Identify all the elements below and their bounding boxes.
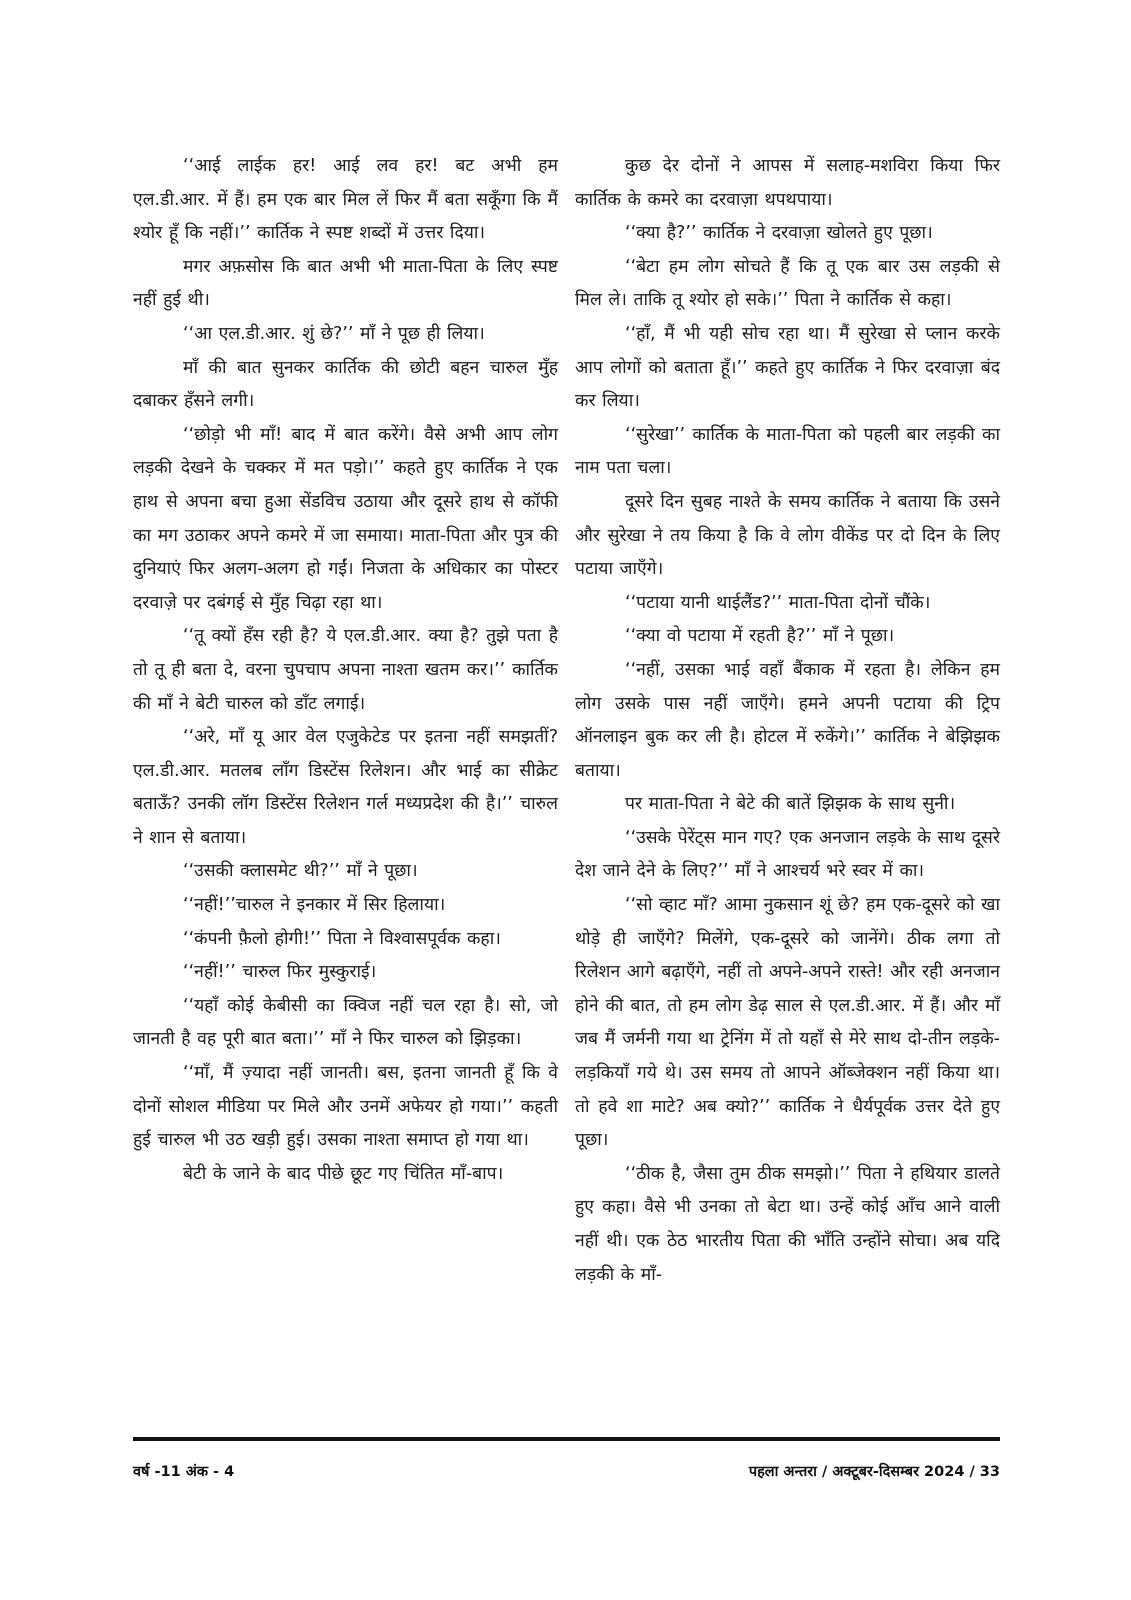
- paragraph: दूसरे दिन सुबह नाश्ते के समय कार्तिक ने बताया कि उसने और सुरेखा ने तय किया है कि वे लोग वीकेंड पर दो दिन के लिए पटाया जाएँगे।: [575, 491, 1000, 580]
- paragraph: ‘‘सो व्हाट माँ? आमा नुकसान शूं छे? हम एक-दूसरे को खा थोड़े ही जाएँगे? मिलेंगे, एक-दूसरे को जानेंगे। ठीक लगा तो रिलेशन आगे बढ़ाएँगे, नहीं तो अपने-अपने रास्ते! और रही अनजान होने की बात, तो हम लोग डेढ़ साल से एल.डी.आर. में हैं। और माँ जब मैं जर्मनी गया था ट्रेनिंग में तो यहाँ से मेरे साथ दो-तीन लड़के-लड़कियाँ गये थे। उस समय तो आपने ऑब्जेक्शन नहीं किया था। तो हवे शा माटे? अब क्यो?’’ कार्तिक ने धैर्यपूर्वक उत्तर देते हुए पूछा।: [575, 895, 1001, 1151]
- paragraph: पर माता-पिता ने बेटे की बातें झिझक के साथ सुनी।: [625, 794, 956, 815]
- left-column: [133, 150, 558, 1191]
- paragraph: ‘‘माँ, मैं ज़्यादा नहीं जानती। बस, इतना जानती हूँ कि वे दोनों सोशल मीडिया पर मिले और उनमें अफेयर हो गया।’’ कहती हुई चारुल भी उठ खड़ी हुई। उसका नाश्ता समाप्त हो गया था।: [133, 1063, 558, 1151]
- paragraph: बेटी के जाने के बाद पीछे छूट गए चिंतित माँ-बाप।: [183, 1163, 504, 1184]
- paragraph: ‘‘उसकी क्लासमेट थी?’’ माँ ने पूछा।: [183, 861, 418, 882]
- paragraph: ‘‘क्या है?’’ कार्तिक ने दरवाज़ा खोलते हुए पूछा।: [625, 223, 933, 244]
- paragraph: ‘‘सुरेखा’’ कार्तिक के माता-पिता को पहली बार लड़की का नाम पता चला।: [575, 424, 1000, 479]
- paragraph: माँ की बात सुनकर कार्तिक की छोटी बहन चारुल मुँह दबाकर हँसने लगी।: [133, 357, 558, 412]
- paragraph: ‘‘ठीक है, जैसा तुम ठीक समझो।’’ पिता ने हथियार डालते हुए कहा। वैसे भी उनका तो बेटा था। उन्हें कोई आँच आने वाली नहीं थी। एक ठेठ भारतीय पिता की भाँति उन्होंने सोचा। अब यदि लड़की के माँ-: [575, 1163, 1000, 1285]
- footer-divider: [133, 1437, 1000, 1441]
- paragraph: ‘‘बेटा हम लोग सोचते हैं कि तू एक बार उस लड़की से मिल ले। ताकि तू श्योर हो सके।’’ पिता ने कार्तिक से कहा।: [575, 256, 1000, 311]
- paragraph: ‘‘उसके पेरेंट्स मान गए? एक अनजान लड़के के साथ दूसरे देश जाने देने के लिए?’’ माँ ने आश्चर्य भरे स्वर में का।: [575, 827, 1000, 882]
- paragraph: ‘‘यहाँ कोई केबीसी का क्विज नहीं चल रहा है। सो, जो जानती है वह पूरी बात बता।’’ माँ ने फिर चारुल को झिड़का।: [133, 995, 558, 1050]
- paragraph: ‘‘छोड़ो भी माँ! बाद में बात करेंगे। वैसे अभी आप लोग लड़की देखने के चक्कर में मत पड़ो।’’ कहते हुए कार्तिक ने एक हाथ से अपना बचा हुआ सेंडविच उठाया और दूसरे हाथ से कॉफी का मग उठाकर अपने कमरे में जा समाया। माता-पिता और पुत्र की दुनियाएं फिर अलग-अलग हो गईं। निजता के अधिकार का पोस्टर दरवाज़े पर दबंगई से मुँह चिढ़ा रहा था।: [133, 424, 558, 613]
- paragraph: ‘‘तू क्यों हँस रही है? ये एल.डी.आर. क्या है? तुझे पता है तो तू ही बता दे, वरना चुपचाप अपना नाश्ता खतम कर।’’ कार्तिक की माँ ने बेटी चारुल को डाँट लगाई।: [133, 626, 558, 714]
- paragraph: मगर अफ़सोस कि बात अभी भी माता-पिता के लिए स्पष्ट नहीं हुई थी।: [133, 256, 558, 311]
- paragraph: ‘‘नहीं, उसका भाई वहाँ बैंकाक में रहता है। लेकिन हम लोग उसके पास नहीं जाएँगे। हमने अपनी पटाया की ट्रिप ऑनलाइन बुक कर ली है। होटल में रुकेंगे।’’ कार्तिक ने बेझिझक बताया।: [575, 659, 1000, 781]
- paragraph: ‘‘क्या वो पटाया में रहती है?’’ माँ ने पूछा।: [625, 626, 895, 647]
- paragraph: ‘‘अरे, माँ यू आर वेल एजुकेटेड पर इतना नहीं समझतीं? एल.डी.आर. मतलब लाँग डिस्टेंस रिलेशन। और भाई का सीक्रेट बताऊँ? उनकी लॉग डिस्टेंस रिलेशन गर्ल मध्यप्रदेश की है।’’ चारुल ने शान से बताया।: [133, 727, 558, 848]
- paragraph: ‘‘नहीं!’’ चारुल फिर मुस्कुराई।: [183, 962, 377, 983]
- footer-page-info: पहला अन्तरा / अक्टूबर-दिसम्बर 2024 / 33: [748, 1464, 1000, 1480]
- paragraph: ‘‘आ एल.डी.आर. शुं छे?’’ माँ ने पूछ ही लिया।: [183, 323, 485, 344]
- paragraph: ‘‘हाँ, मैं भी यही सोच रहा था। मैं सुरेखा से प्लान करके आप लोगों को बताता हूँ।’’ कहते हुए कार्तिक ने फिर दरवाज़ा बंद कर लिया।: [575, 323, 1000, 412]
- footer-issue-info: वर्ष -11 अंक - 4: [133, 1464, 235, 1480]
- paragraph: ‘‘पटाया यानी थाईलैंड?’’ माता-पिता दोनों चौंके।: [625, 592, 931, 613]
- paragraph: ‘‘आई लाईक हर! आई लव हर! बट अभी हम एल.डी.आर. में हैं। हम एक बार मिल लें फिर मैं बता सकूँगा कि मैं श्योर हूँ कि नहीं।’’ कार्तिक ने स्पष्ट शब्दों में उत्तर दिया।: [133, 156, 558, 244]
- paragraph: ‘‘कंपनी फ़ैलो होगी!’’ पिता ने विश्वासपूर्वक कहा।: [183, 928, 501, 949]
- paragraph: कुछ देर दोनों ने आपस में सलाह-मशविरा किया फिर कार्तिक के कमरे का दरवाज़ा थपथपाया।: [575, 156, 1000, 210]
- right-column: [575, 150, 1000, 1292]
- paragraph: ‘‘नहीं!’’चारुल ने इनकार में सिर हिलाया।: [183, 895, 446, 916]
